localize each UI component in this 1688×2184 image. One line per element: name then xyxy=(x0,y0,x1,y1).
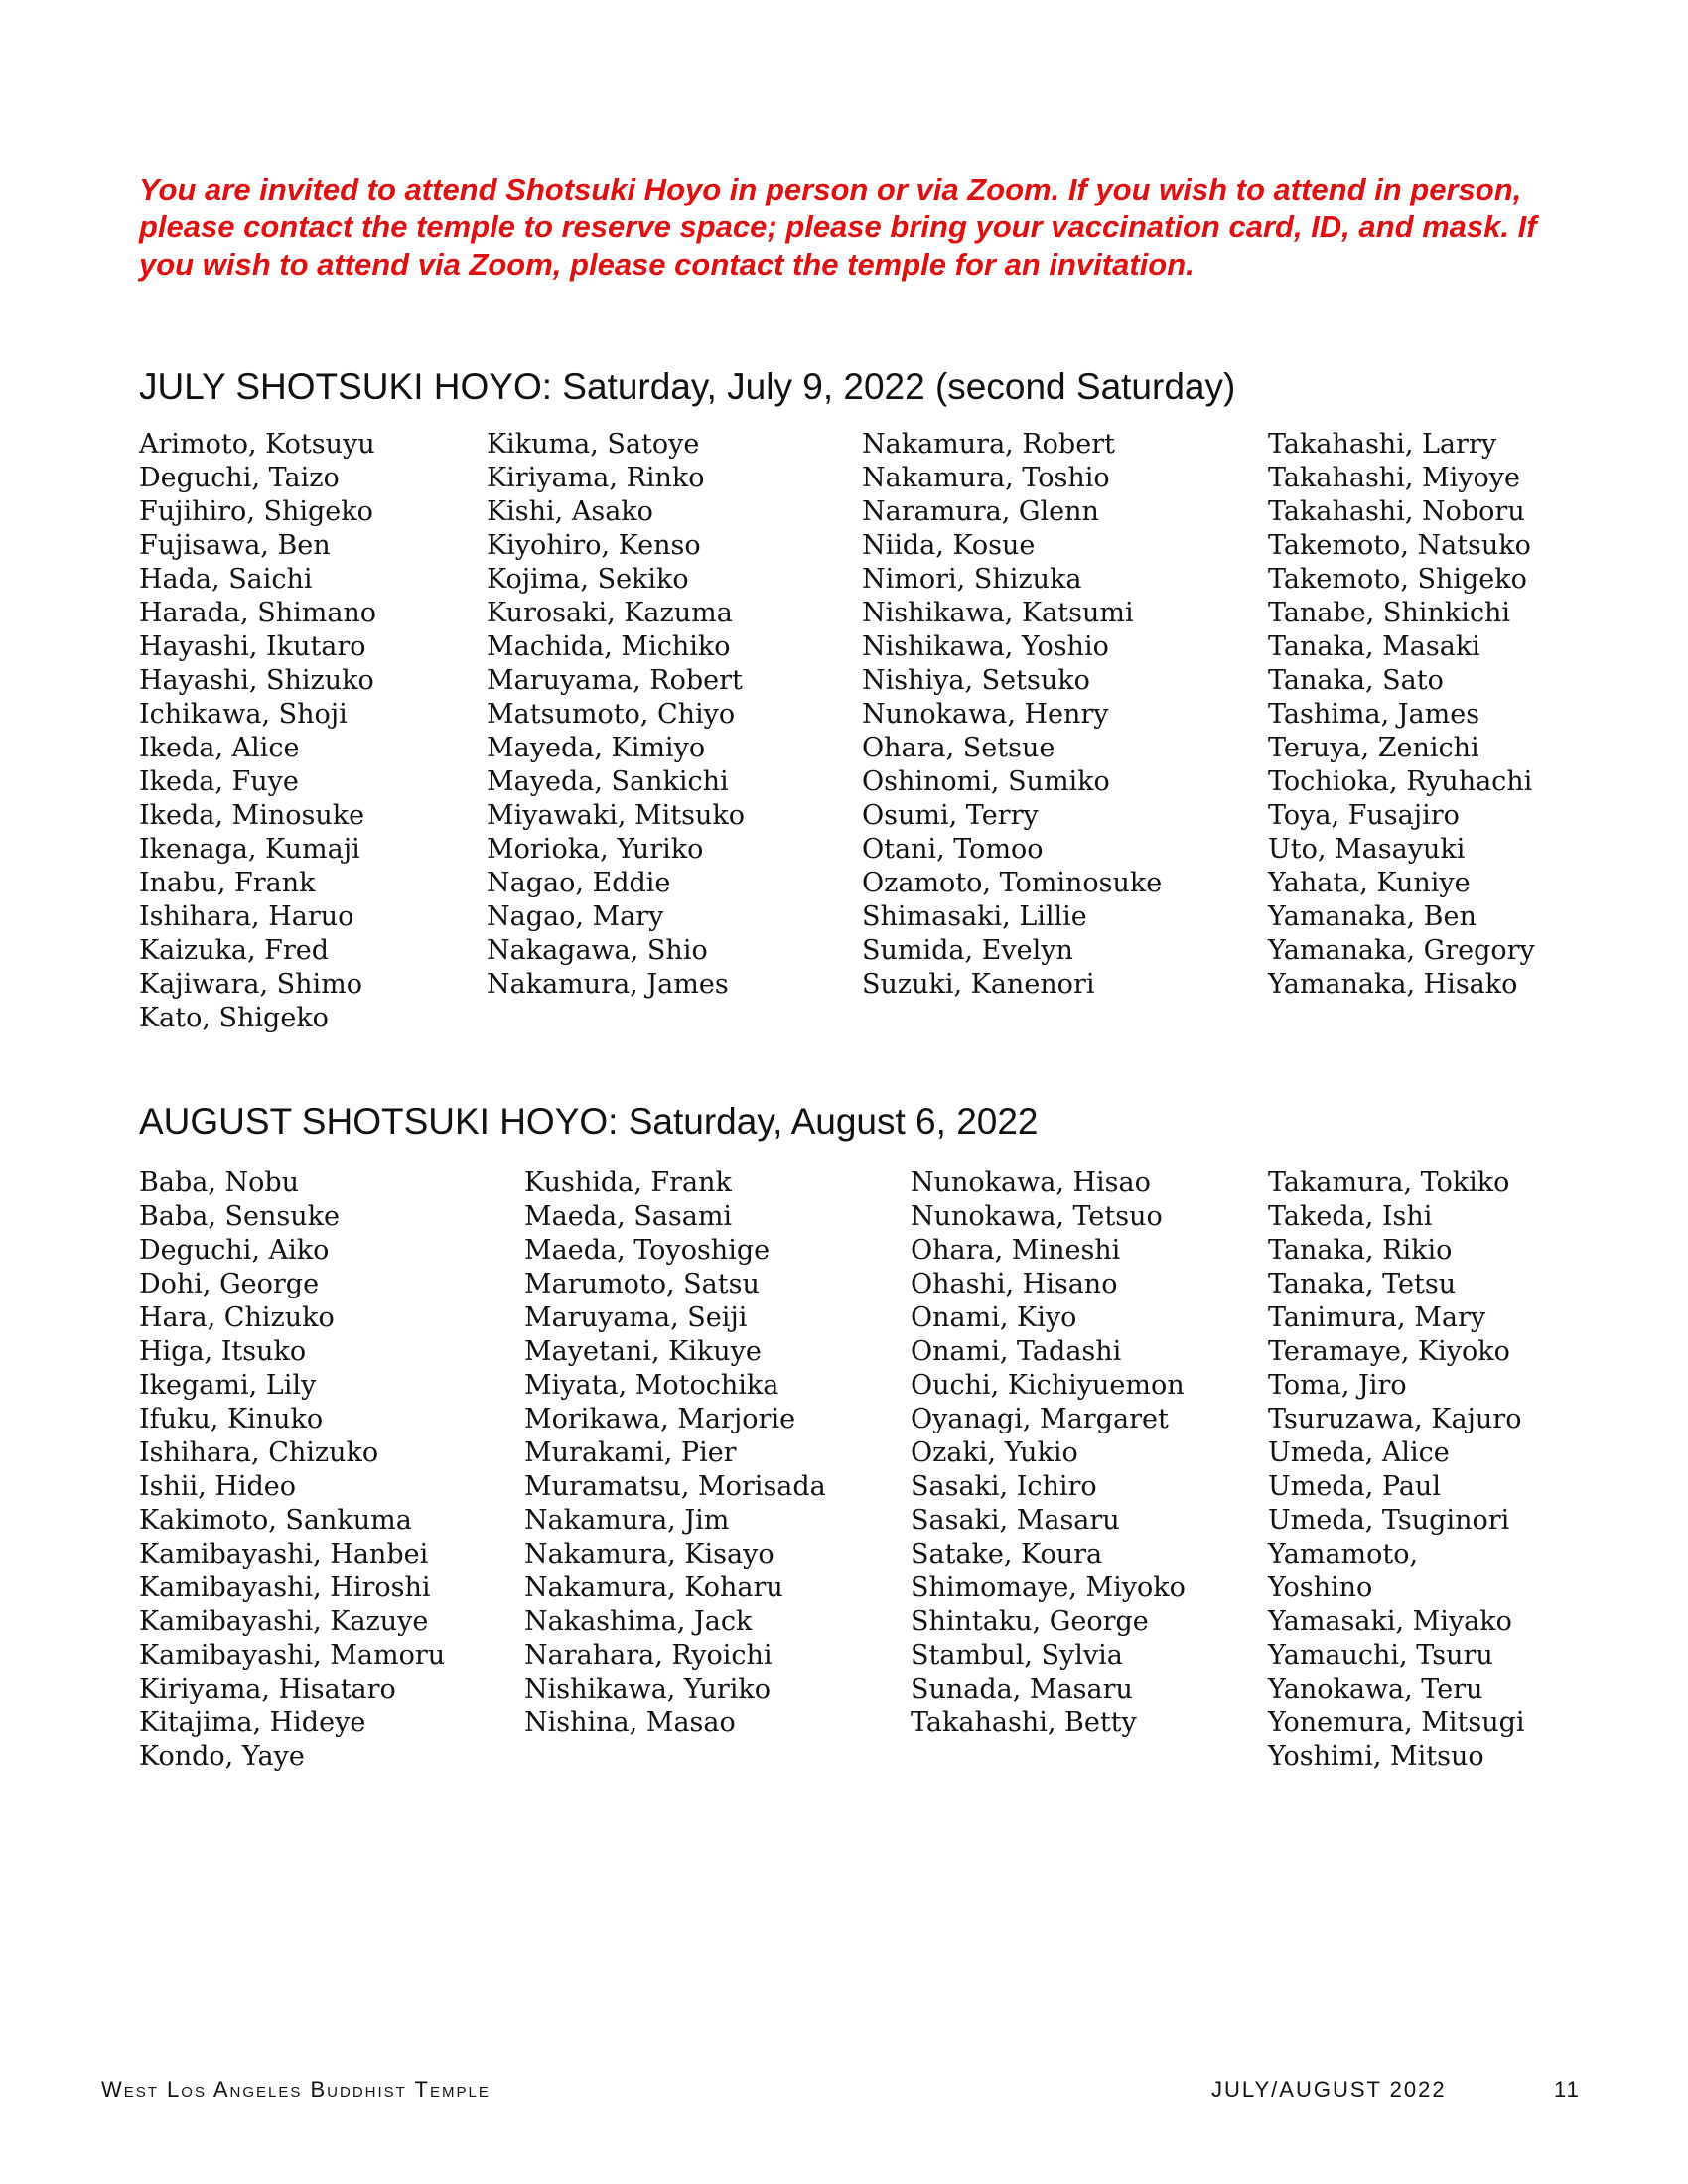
name-entry: Ohashi, Hisano xyxy=(911,1269,1118,1299)
august-column-2 xyxy=(524,1166,826,1740)
name-entry: Onami, Kiyo xyxy=(911,1302,1077,1333)
name-entry: Tanaka, Tetsu xyxy=(1268,1269,1457,1299)
name-entry: Umeda, Paul xyxy=(1268,1471,1441,1502)
name-entry: Ikeda, Fuye xyxy=(139,766,299,797)
name-entry: Miyawaki, Mitsuko xyxy=(487,800,745,831)
name-entry: Mayetani, Kikuye xyxy=(524,1336,762,1367)
name-entry: Nakashima, Jack xyxy=(524,1606,753,1637)
name-entry: Maruyama, Robert xyxy=(487,665,743,696)
name-entry: Sasaki, Masaru xyxy=(911,1505,1120,1536)
august-column-4 xyxy=(1268,1166,1525,1774)
name-entry: Kikuma, Satoye xyxy=(487,429,700,460)
name-entry: Ichikawa, Shoji xyxy=(139,699,348,730)
name-entry: Tashima, James xyxy=(1268,699,1480,730)
name-entry: Ikenaga, Kumaji xyxy=(139,834,360,865)
name-entry: Satake, Koura xyxy=(911,1539,1103,1570)
name-entry: Tanaka, Masaki xyxy=(1268,631,1480,662)
name-entry: Ozaki, Yukio xyxy=(911,1437,1078,1468)
name-entry: Takamura, Tokiko xyxy=(1268,1167,1510,1198)
name-entry: Sunada, Masaru xyxy=(911,1674,1133,1705)
name-entry: Otani, Tomoo xyxy=(862,834,1044,865)
name-entry: Kurosaki, Kazuma xyxy=(487,598,733,628)
name-entry: Yamasaki, Miyako xyxy=(1268,1606,1512,1637)
name-entry: Osumi, Terry xyxy=(862,800,1039,831)
name-entry: Maeda, Sasami xyxy=(524,1201,733,1232)
notice-text: You are invited to attend Shotsuki Hoyo in person or via Zoom. If you wish to attend in person, please contact the temple to reserve space; please bring your vaccination card, ID, and mask. If you wish to attend via Zoom, please contact the temple for an invitation. xyxy=(139,172,1537,282)
name-entry: Takemoto, Shigeko xyxy=(1268,564,1527,595)
name-entry: Umeda, Tsuginori xyxy=(1268,1505,1510,1536)
name-entry: Fujihiro, Shigeko xyxy=(139,496,373,527)
name-entry: Nakamura, Toshio xyxy=(862,463,1110,493)
name-entry: Marumoto, Satsu xyxy=(524,1269,760,1299)
name-entry: Yahata, Kuniye xyxy=(1268,868,1471,898)
name-entry: Kamibayashi, Mamoru xyxy=(139,1640,446,1671)
name-entry: Takeda, Ishi xyxy=(1268,1201,1433,1232)
name-entry: Kojima, Sekiko xyxy=(487,564,689,595)
name-entry: Yoshimi, Mitsuo xyxy=(1268,1741,1484,1772)
name-entry: Matsumoto, Chiyo xyxy=(487,699,736,730)
name-entry: Teruya, Zenichi xyxy=(1268,733,1479,763)
name-entry: Nakamura, Robert xyxy=(862,429,1115,460)
name-entry: Naramura, Glenn xyxy=(862,496,1099,527)
name-entry: Nishikawa, Yuriko xyxy=(524,1674,771,1705)
name-entry: Muramatsu, Morisada xyxy=(524,1471,826,1502)
name-entry: Yamauchi, Tsuru xyxy=(1268,1640,1493,1671)
name-entry: Nimori, Shizuka xyxy=(862,564,1082,595)
name-entry: Nagao, Mary xyxy=(487,901,664,932)
name-entry: Toma, Jiro xyxy=(1268,1370,1407,1401)
name-entry: Narahara, Ryoichi xyxy=(524,1640,773,1671)
name-entry: Murakami, Pier xyxy=(524,1437,737,1468)
name-entry: Takahashi, Betty xyxy=(911,1707,1137,1738)
name-entry: Higa, Itsuko xyxy=(139,1336,307,1367)
august-heading: AUGUST SHOTSUKI HOYO: Saturday, August 6, 2022 xyxy=(139,1101,1039,1142)
name-entry: Ikeda, Alice xyxy=(139,733,300,763)
name-entry: Takahashi, Miyoye xyxy=(1268,463,1521,493)
name-entry: Ishihara, Chizuko xyxy=(139,1437,379,1468)
name-entry: Mayeda, Sankichi xyxy=(487,766,729,797)
name-entry: Fujisawa, Ben xyxy=(139,530,331,561)
name-entry: Dohi, George xyxy=(139,1269,320,1299)
name-entry: Kushida, Frank xyxy=(524,1167,732,1198)
name-entry: Nakamura, Jim xyxy=(524,1505,730,1536)
name-entry: Toya, Fusajiro xyxy=(1268,800,1460,831)
name-entry: Shimomaye, Miyoko xyxy=(911,1572,1186,1603)
name-entry: Mayeda, Kimiyo xyxy=(487,733,706,763)
name-entry: Ouchi, Kichiyuemon xyxy=(911,1370,1185,1401)
name-entry: Machida, Michiko xyxy=(487,631,731,662)
name-entry: Nakamura, Kisayo xyxy=(524,1539,774,1570)
name-entry: Ozamoto, Tominosuke xyxy=(862,868,1163,898)
name-entry: Ohara, Setsue xyxy=(862,733,1055,763)
name-entry: Oyanagi, Margaret xyxy=(911,1404,1169,1434)
name-entry: Yonemura, Mitsugi xyxy=(1268,1707,1525,1738)
name-entry: Ishihara, Haruo xyxy=(139,901,354,932)
name-entry: Yamanaka, Ben xyxy=(1268,901,1477,932)
name-entry: Baba, Sensuke xyxy=(139,1201,340,1232)
name-entry: Ishii, Hideo xyxy=(139,1471,297,1502)
name-entry: Hayashi, Shizuko xyxy=(139,665,374,696)
name-entry: Harada, Shimano xyxy=(139,598,377,628)
name-entry: Miyata, Motochika xyxy=(524,1370,779,1401)
name-entry: Suzuki, Kanenori xyxy=(862,969,1095,1000)
name-entry: Kitajima, Hideye xyxy=(139,1707,366,1738)
name-entry: Ohara, Mineshi xyxy=(911,1235,1121,1266)
name-entry: Kondo, Yaye xyxy=(139,1741,305,1772)
name-entry: Nishiya, Setsuko xyxy=(862,665,1090,696)
name-entry: Yoshino xyxy=(1268,1572,1373,1603)
name-entry: Morioka, Yuriko xyxy=(487,834,704,865)
name-entry: Shimasaki, Lillie xyxy=(862,901,1087,932)
july-heading: JULY SHOTSUKI HOYO: Saturday, July 9, 2022 (second Saturday) xyxy=(139,366,1236,407)
name-entry: Shintaku, George xyxy=(911,1606,1149,1637)
name-entry: Kamibayashi, Hanbei xyxy=(139,1539,429,1570)
july-column-2 xyxy=(487,428,745,1002)
name-entry: Umeda, Alice xyxy=(1268,1437,1450,1468)
name-entry: Kamibayashi, Hiroshi xyxy=(139,1572,431,1603)
name-entry: Tsuruzawa, Kajuro xyxy=(1268,1404,1522,1434)
name-entry: Sasaki, Ichiro xyxy=(911,1471,1097,1502)
name-entry: Kishi, Asako xyxy=(487,496,653,527)
july-column-1 xyxy=(139,428,376,1035)
name-entry: Kato, Shigeko xyxy=(139,1003,329,1033)
name-entry: Deguchi, Taizo xyxy=(139,463,340,493)
name-entry: Nakagawa, Shio xyxy=(487,935,708,966)
name-entry: Nishikawa, Yoshio xyxy=(862,631,1109,662)
august-column-1 xyxy=(139,1166,445,1774)
name-entry: Arimoto, Kotsuyu xyxy=(139,429,375,460)
name-entry: Nishina, Masao xyxy=(524,1707,736,1738)
name-entry: Ikegami, Lily xyxy=(139,1370,317,1401)
name-entry: Ikeda, Minosuke xyxy=(139,800,365,831)
name-entry: Kamibayashi, Kazuye xyxy=(139,1606,429,1637)
name-entry: Hayashi, Ikutaro xyxy=(139,631,366,662)
name-entry: Hara, Chizuko xyxy=(139,1302,335,1333)
name-entry: Takahashi, Larry xyxy=(1268,429,1497,460)
name-entry: Oshinomi, Sumiko xyxy=(862,766,1110,797)
august-column-3 xyxy=(911,1166,1186,1740)
name-entry: Tanimura, Mary xyxy=(1268,1302,1486,1333)
july-column-3 xyxy=(862,428,1162,1002)
name-entry: Nakamura, James xyxy=(487,969,729,1000)
name-entry: Maeda, Toyoshige xyxy=(524,1235,771,1266)
name-entry: Kajiwara, Shimo xyxy=(139,969,363,1000)
name-entry: Tochioka, Ryuhachi xyxy=(1268,766,1533,797)
name-entry: Takahashi, Noboru xyxy=(1268,496,1525,527)
name-entry: Yamamoto, xyxy=(1268,1539,1419,1570)
footer-temple-name: West Los Angeles Buddhist Temple xyxy=(101,2077,491,2102)
name-entry: Kiriyama, Rinko xyxy=(487,463,705,493)
name-entry: Stambul, Sylvia xyxy=(911,1640,1123,1671)
name-entry: Yamanaka, Hisako xyxy=(1268,969,1518,1000)
name-entry: Maruyama, Seiji xyxy=(524,1302,748,1333)
name-entry: Kaizuka, Fred xyxy=(139,935,330,966)
name-entry: Deguchi, Aiko xyxy=(139,1235,330,1266)
name-entry: Sumida, Evelyn xyxy=(862,935,1073,966)
name-entry: Yanokawa, Teru xyxy=(1268,1674,1483,1705)
name-entry: Takemoto, Natsuko xyxy=(1268,530,1531,561)
name-entry: Yamanaka, Gregory xyxy=(1268,935,1535,966)
footer-page-number: 11 xyxy=(1554,2077,1581,2102)
name-entry: Teramaye, Kiyoko xyxy=(1268,1336,1510,1367)
name-entry: Nunokawa, Hisao xyxy=(911,1167,1151,1198)
name-entry: Kiyohiro, Kenso xyxy=(487,530,701,561)
name-entry: Nunokawa, Henry xyxy=(862,699,1109,730)
name-entry: Uto, Masayuki xyxy=(1268,834,1466,865)
name-entry: Nishikawa, Katsumi xyxy=(862,598,1134,628)
name-entry: Hada, Saichi xyxy=(139,564,313,595)
name-entry: Kakimoto, Sankuma xyxy=(139,1505,412,1536)
july-column-4 xyxy=(1268,428,1535,1002)
name-entry: Onami, Tadashi xyxy=(911,1336,1122,1367)
name-entry: Nakamura, Koharu xyxy=(524,1572,783,1603)
name-entry: Tanabe, Shinkichi xyxy=(1268,598,1510,628)
name-entry: Baba, Nobu xyxy=(139,1167,300,1198)
name-entry: Morikawa, Marjorie xyxy=(524,1404,796,1434)
name-entry: Ifuku, Kinuko xyxy=(139,1404,324,1434)
name-entry: Kiriyama, Hisataro xyxy=(139,1674,396,1705)
name-entry: Nunokawa, Tetsuo xyxy=(911,1201,1163,1232)
name-entry: Tanaka, Rikio xyxy=(1268,1235,1453,1266)
name-entry: Inabu, Frank xyxy=(139,868,316,898)
name-entry: Niida, Kosue xyxy=(862,530,1036,561)
name-entry: Tanaka, Sato xyxy=(1268,665,1444,696)
name-entry: Nagao, Eddie xyxy=(487,868,671,898)
footer-issue: JULY/AUGUST 2022 xyxy=(1211,2077,1447,2102)
